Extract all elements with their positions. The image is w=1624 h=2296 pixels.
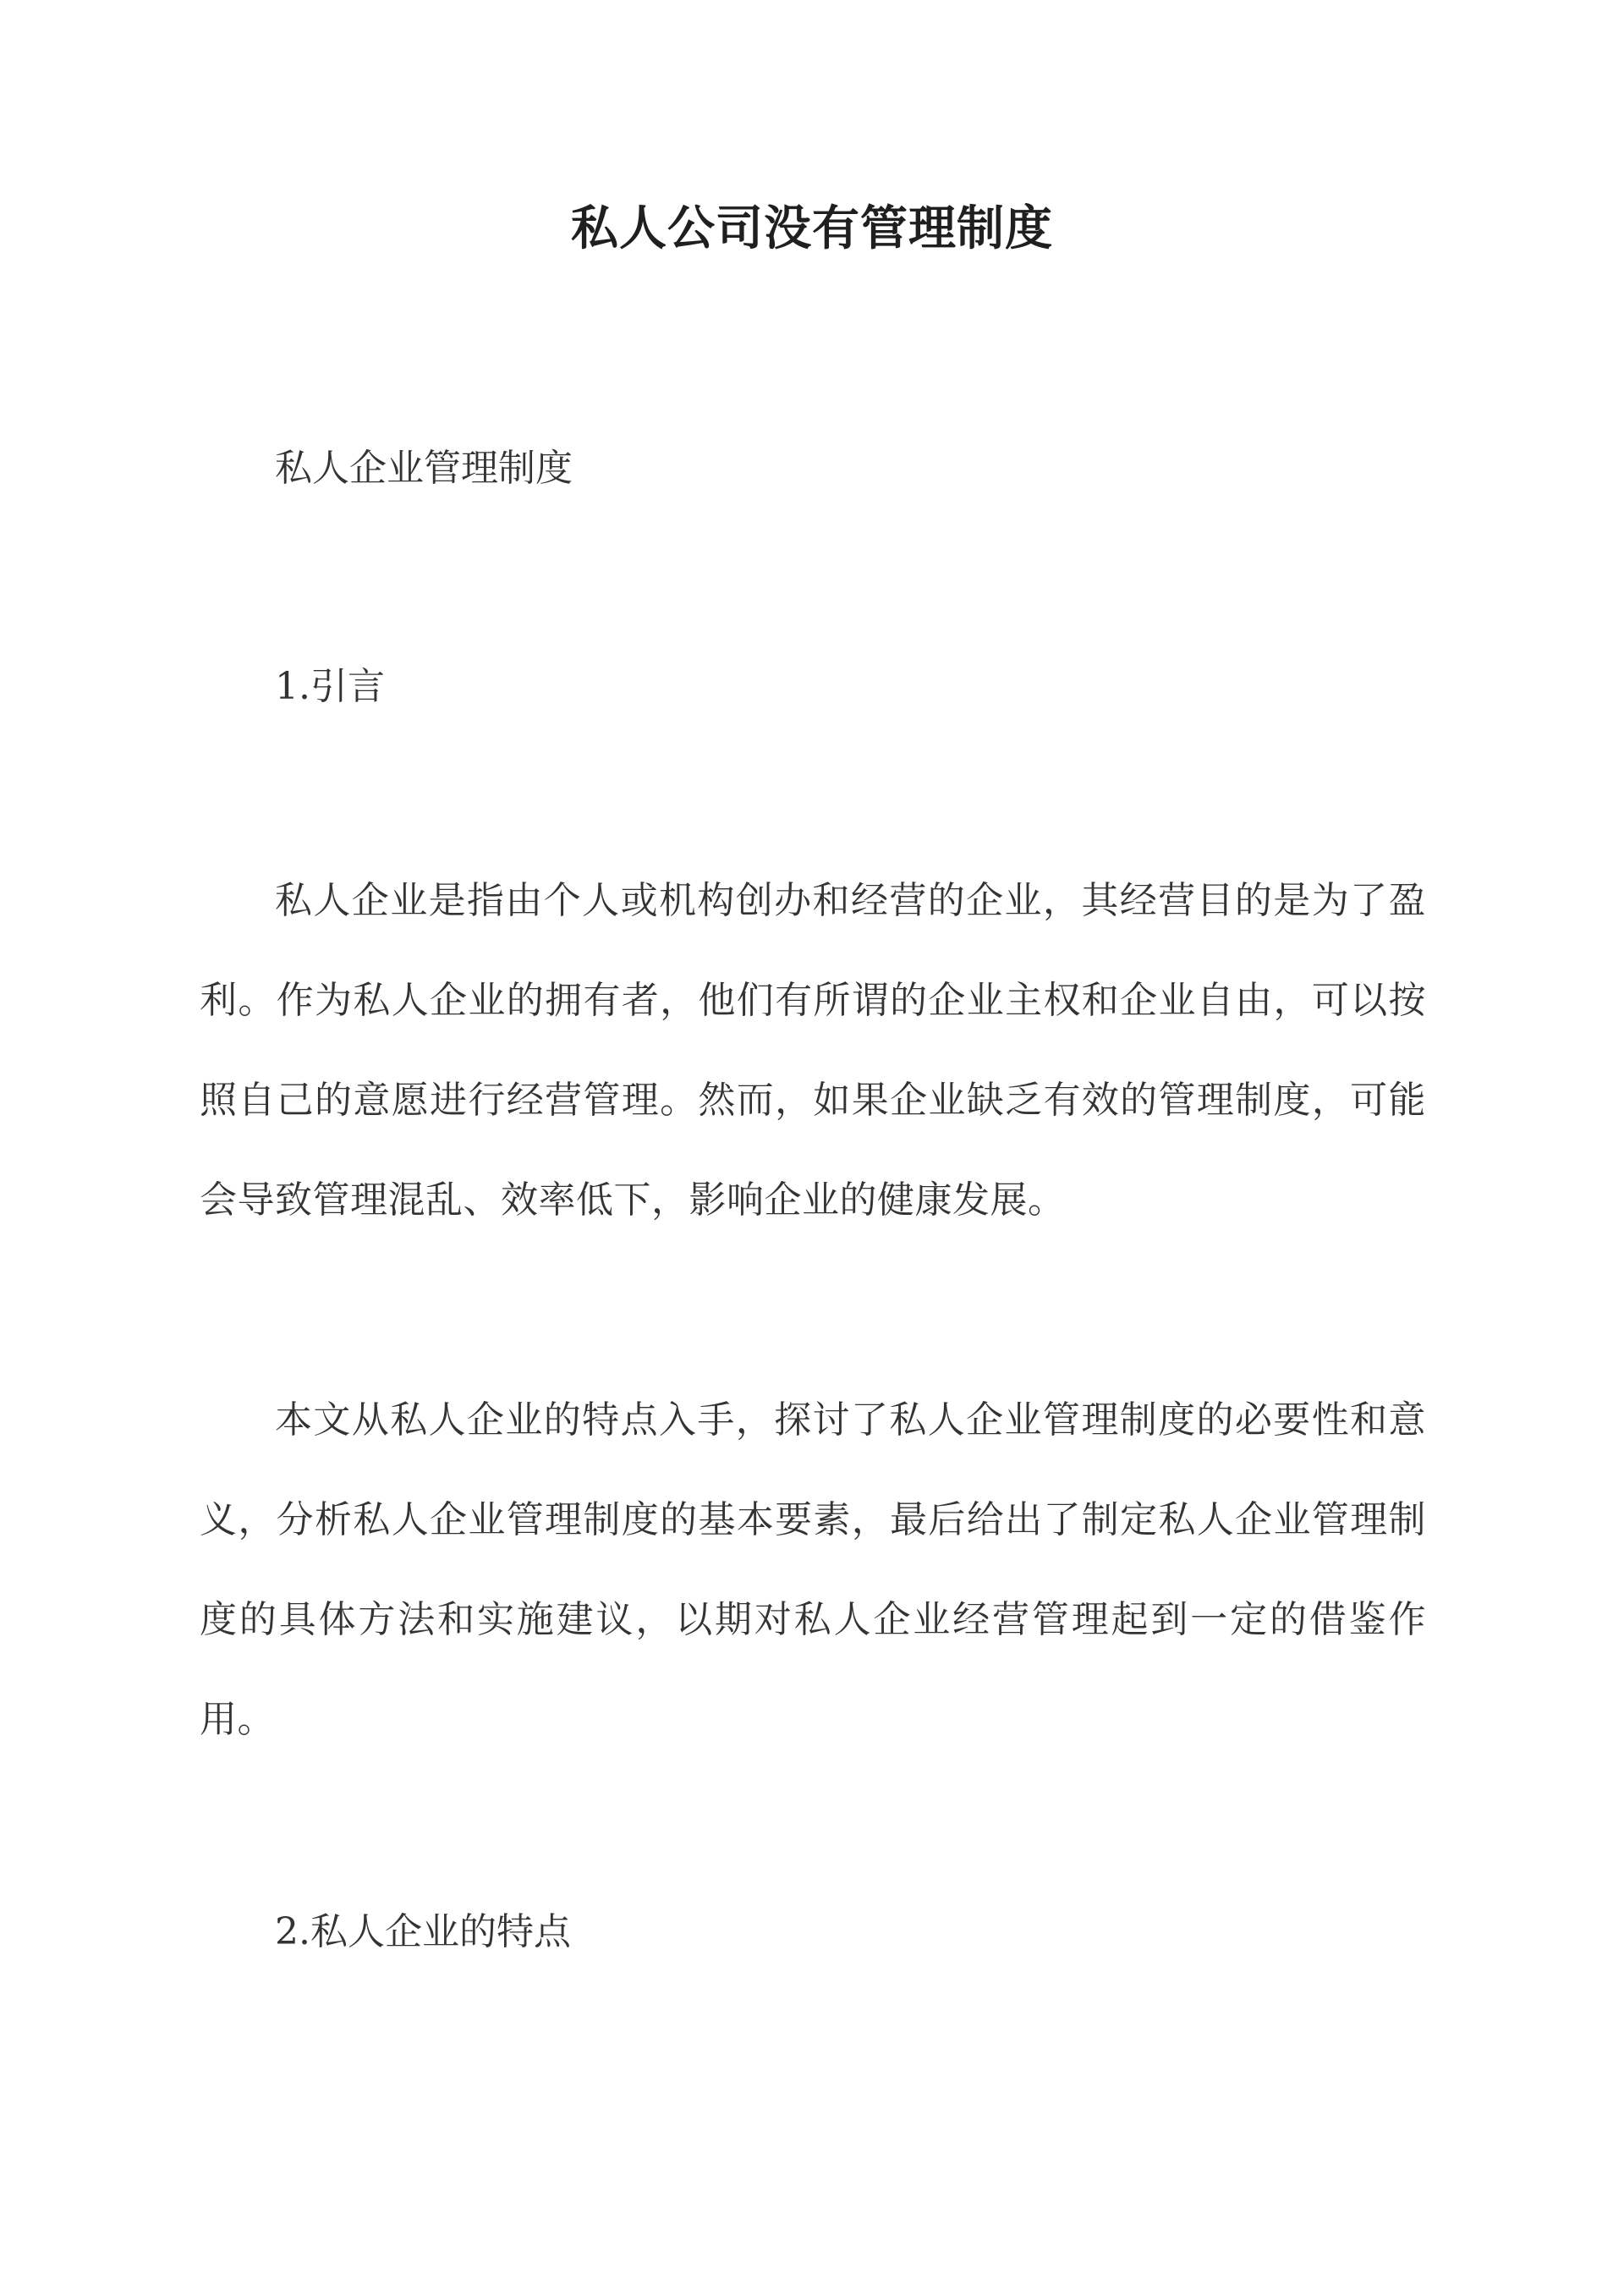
subtitle: 私人企业管理制度: [275, 447, 573, 490]
paragraph-introduction: 私人企业是指由个人或机构创办和经营的企业，其经营目的是为了盈利。作为私人企业的拥有者，他们有所谓的企业主权和企业自由，可以按照自己的意愿进行经营管理。然而，如果企业缺乏有效的管理制度，可能会导致管理混乱、效率低下，影响企业的健康发展。: [200, 879, 1426, 1222]
section-heading-introduction: 1.引言: [275, 665, 385, 708]
section-heading-characteristics: 2.私人企业的特点: [275, 1910, 571, 1953]
paragraph-overview: 本文从私人企业的特点入手，探讨了私人企业管理制度的必要性和意义，分析私人企业管理制度的基本要素，最后给出了制定私人企业管理制度的具体方法和实施建议，以期对私人企业经营管理起到一定的借鉴作用。: [200, 1398, 1426, 1741]
page-title: 私人公司没有管理制度: [571, 200, 1053, 256]
